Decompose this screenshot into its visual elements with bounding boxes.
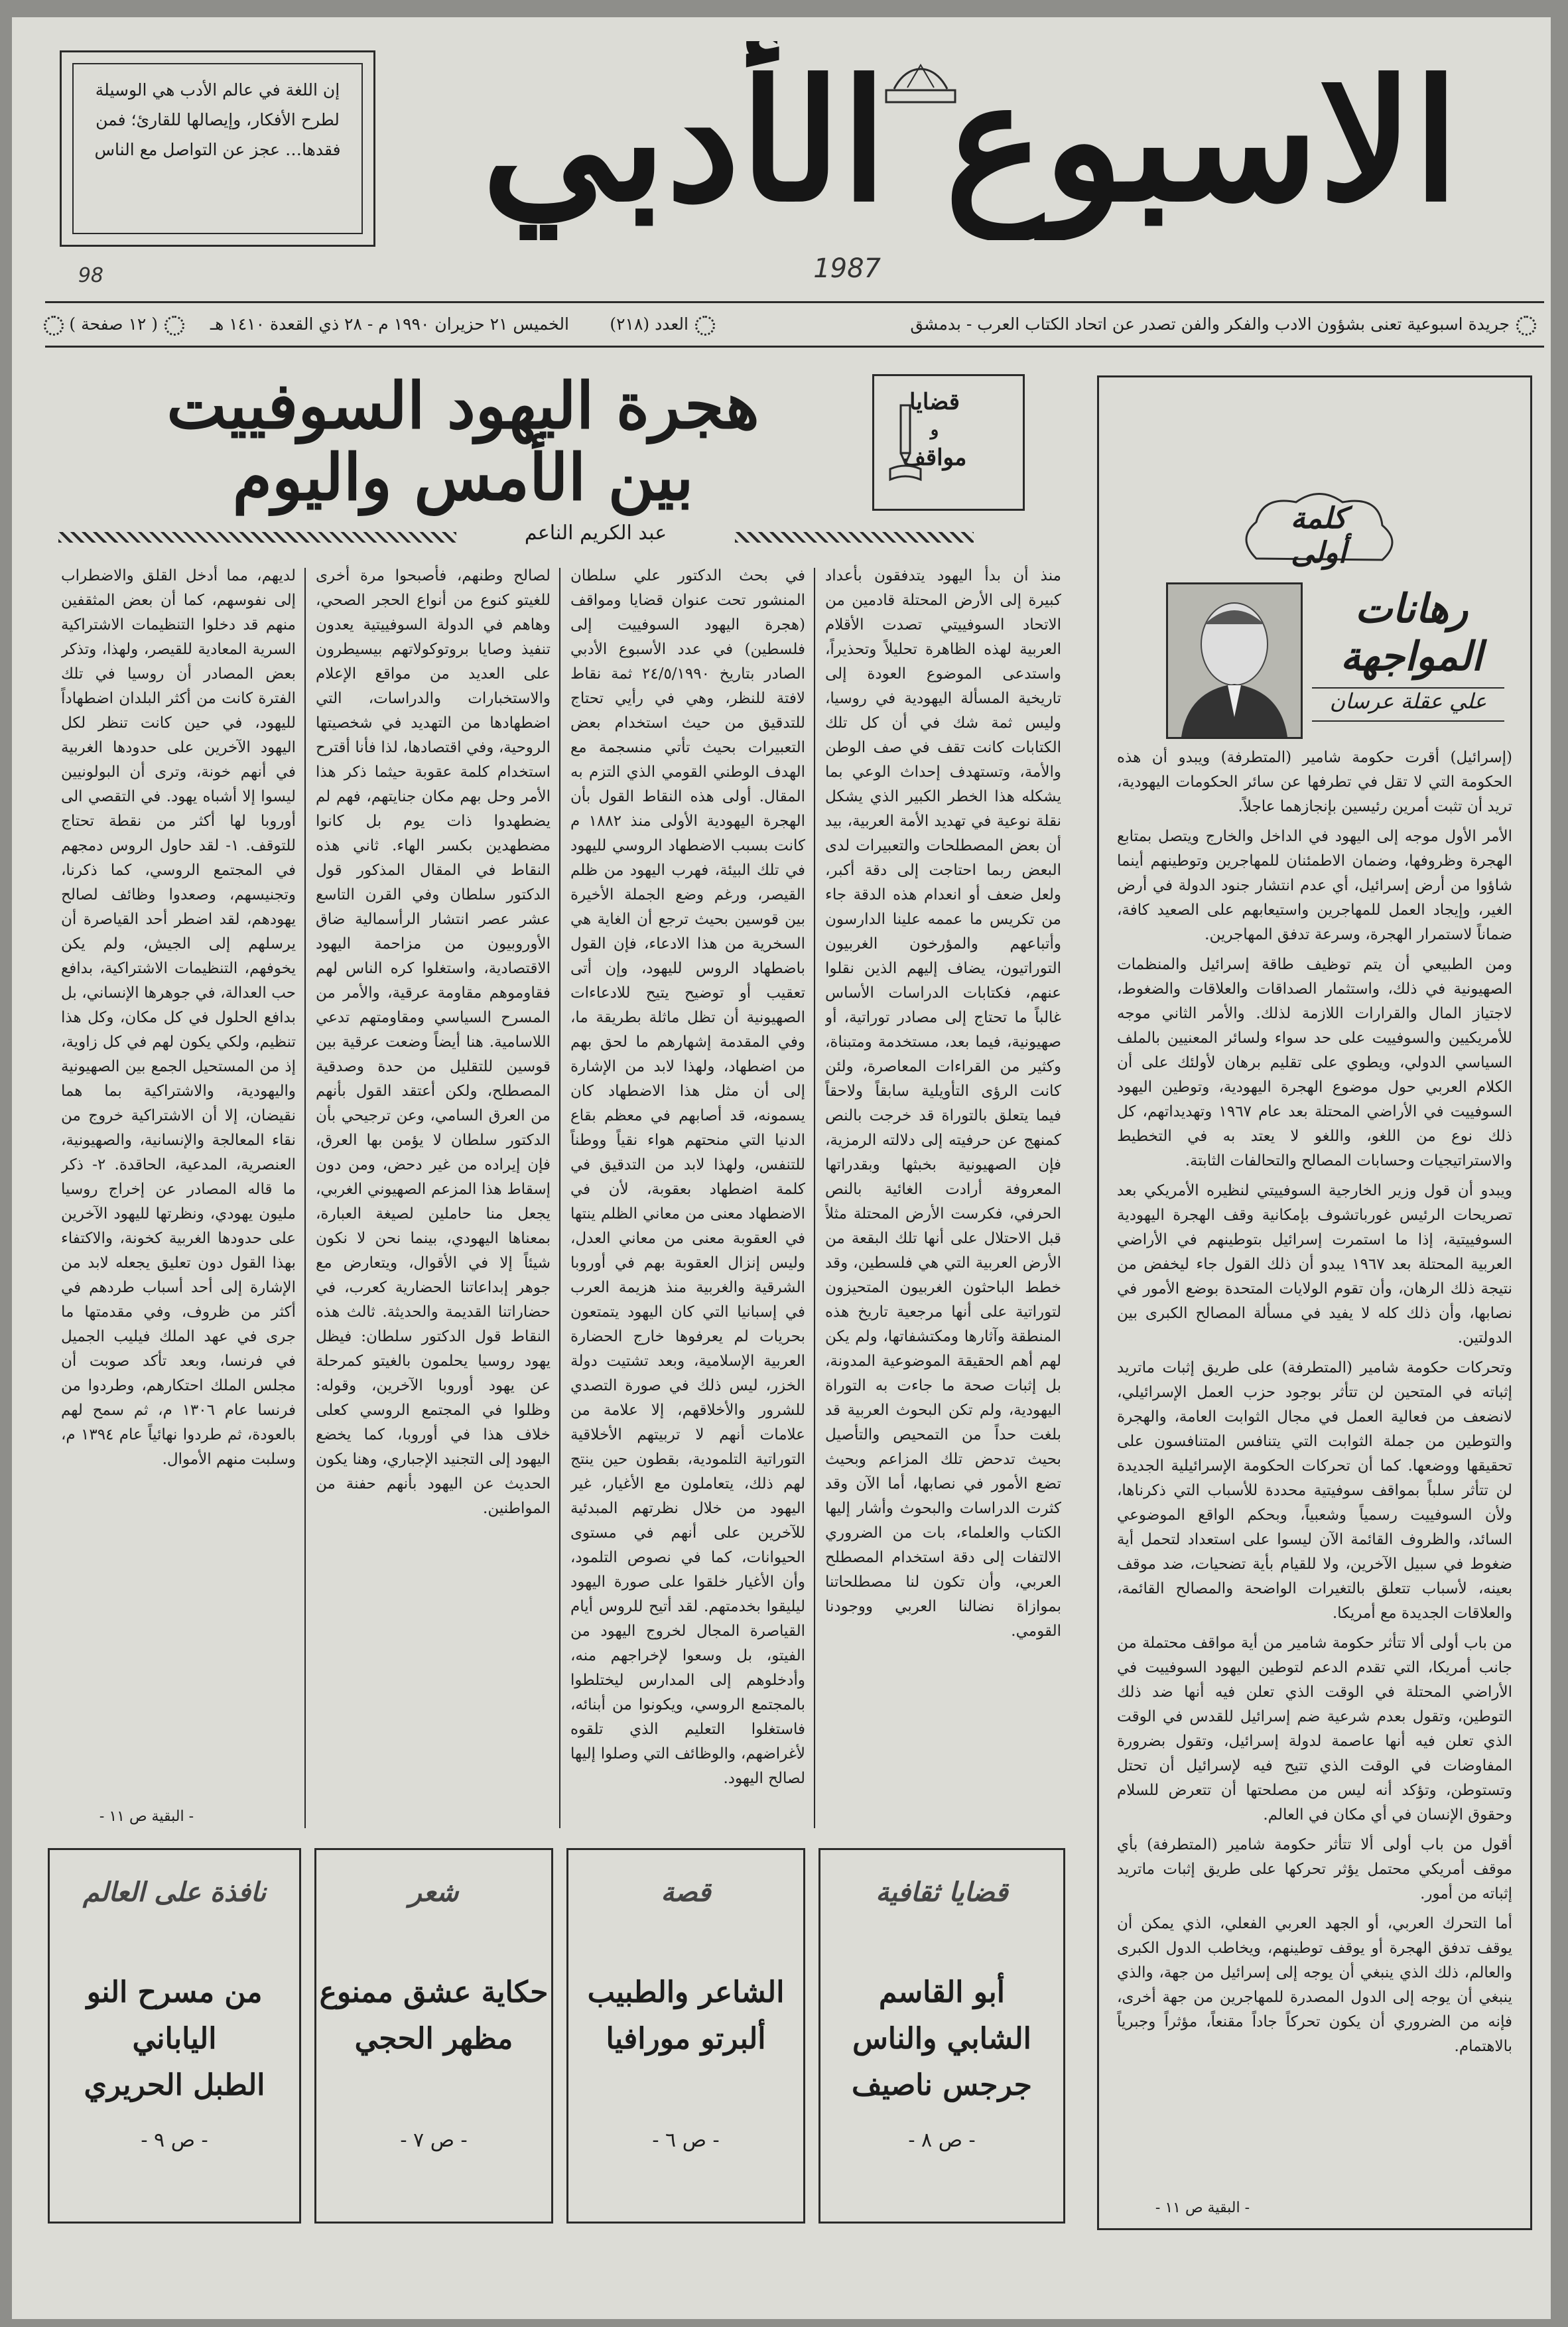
headline-line-1: هجرة اليهود السوفييت [166, 368, 759, 443]
gear-ornament-icon [44, 316, 64, 336]
teaser-window-on-world [48, 1848, 301, 2224]
editorial-paragraph: أقول من باب أولى ألا تتأثر حكومة شامير (المتطرفة) بأي موقف أمريكي محتمل يؤثر تحركها على طريق إثبات ماتريد إثباته من أمور. [1117, 1836, 1512, 1902]
editorial-paragraph: ويبدو أن قول وزير الخارجية السوفييتي لنظيره الأمريكي بعد تصريحات الرئيس غورباتشوف بإمكانية وقف الهجرة اليهودية السوفييتية، إذا ما استمرت إسرائيل بتوطينهم في الأراضي العربية المحتلة بعد ١٩٦٧ يبدو أن ذلك القول جاء ليخفض من نتيجة ذلك الرهان، وأن تقوم الولايات المتحدة بوضع الأمور في نصابها، وأن ذلك كله لا يفيد في مسألة المصالح الكبرى بين الدولتين. [1117, 1182, 1512, 1347]
masthead-quote-box [60, 50, 375, 247]
teaser-page: - ص ٩ - [141, 2129, 208, 2152]
article-column-3: لصالح وطنهم، فأصبحوا مرة أخرى للغيتو كنوع من أنواع الحجر الصحي، وهاهم في الدولة السوفييتية يعدون تنفيذ وصايا بروتوكولاتهم بيسيطرون على العديد من مواقع الإعلام والاستخبارات والدراسات، التي اضطهادها من التهديد في شخصيتها الروحية، وفي اقتصادها، لذا فأنا أقترح استخدام كلمة عقوبة حيثما ذكر هذا الأمر وحل بهم مكان جنايتهم، فهم لم يضطهدوا ذات يوم بل كانوا مضطهدين بكسر الهاء. ثاني هذه النقاط في المقال المذكور قول الدكتور سلطان وفي القرن التاسع عشر عصر انتشار الرأسمالية ضاق الأوروبيون من مزاحمة اليهود الاقتصادية، واستغلوا كره الناس لهم فقاوموهم مقاومة عرقية، والأمر من المسرح السياسي ومقاومتهم تدعي اللاسامية. هنا أيضاً وضعت عرقية بين قوسين للتقليل من حدة وصدقية المصطلح، ولكن أعتقد القول بأنهم من العرق السامي، وعن ترجيحي بأن الدكتور سلطان لا يؤمن بها العرق، فإن إيراده من غير دحض، ومن دون إسقاط هذا المزعم الصهيوني الغربي، يجعل منا حاملين لصيغة العبارة، بمعناها اليهودي، بينما نحن لا نكون شيئاً إلا في الأقوال، ويتعارض مع جوهر إبداعاتنا الحضارية كعرب، في حضاراتنا القديمة والحديثة. ثالث هذه النقاط قول الدكتور سلطان: فيظل يهود روسيا يحلمون بالغيتو كمرحلة عن يهود أوروبا الآخرين، وقوله: وظلوا في المجتمع الروسي كعلى خلاف هذا في أوروبا، كما يخضع اليهود إلى التجنيد الإجباري، وهنا يكون الحديث عن اليهود بأنهم حفنة من المواطنين. [316, 567, 551, 1517]
main-headline [65, 370, 861, 516]
editorial-paragraph: وتحركات حكومة شامير (المتطرفة) على طريق إثبات ماتريد إثباته في المتحين لن تتأثر بوجود حزب العمل الإسرائيلي، لانضعف من فعالية العمل في مجال الثوابت العامة، والهجرة والتوطين من جملة الثوابت التي يتنافس المتنافسون على تحقيقها ووضعها. كما أن تحركات الحكومة الإسرائيلية الجديدة لن تتأثر سلباً بمواقف سوفيتية محددة للأسباب التي ذكرناها، ولأن السوفييت رسمياً وشعبياً، وبحكم الواقع الموضوعي السائد، والظروف القائمة الآن ليسوا على استعداد لتحمل أية ضغوط في سبيل الآخرين، ولا للقيام بأية تضحيات، ضد موقف بعينه، لأسباب تتعلق بالتغيرات الواضحة والمصالح القائمة، والعلاقات الجديدة مع أمريكا. [1117, 1359, 1512, 1622]
gear-ornament-icon [164, 316, 184, 336]
issue-date: الخميس ٢١ حزيران ١٩٩٠ م - ٢٨ ذي القعدة ١٤١٠ هـ [210, 314, 569, 334]
handwritten-year: 1987 [813, 253, 881, 284]
teaser-head: شعر [409, 1877, 459, 1908]
article-column-2: في بحث الدكتور علي سلطان المنشور تحت عنوان قضايا ومواقف (هجرة اليهود السوفييت إلى فلسطين) في عدد الأسبوع الأدبي الصادر بتاريخ ٢٤/٥/١٩٩٠ ثمة نقاط لافتة للنظر، وهي في رأيي تحتاج للتدقيق من حيث استخدام بعض التعبيرات بحيث تأتي منسجمة مع الهدف الوطني القومي الذي التزم به المقال. أولى هذه النقاط القول بأن الهجرة اليهودية الأولى منذ ١٨٨٢ م كانت بسبب الاضطهاد الروسي لليهود في تلك البيئة، فهرب اليهود من ظلم القيصر، ورغم وضع الجملة الأخيرة بين قوسين بحيث ترجع أن الغاية هي السخرية من هذا الادعاء، فإن القول باضطهاد الروس لليهود، وإن أتى تعقيب أو توضيح يتيح للادعاءات الصهيونية أن تظل ماثلة بطريقة ما، وفي المقدمة إشهارهم ما لحق بهم من اضطهاد، ولهذا لابد من الإشارة إلى أن مثل هذا الاضطهاد كان يسمونه، قد أصابهم في معظم بقاع الدنيا التي منحتهم هواء نقياً ووطناً للتنفس، ولهذا لابد من التدقيق في كلمة اضطهاد بعقوبة، لأن في الاضطهاد معنى من معاني الظلم ينتها في العقوبة معنى من معاني العدل، وليس إنزال العقوبة بهم في أوروبا الشرقية والغربية منذ هزيمة العرب في إسبانيا التي كان اليهود يتمتعون بحريات لم يعرفوها خارج الحضارة العربية الإسلامية، وبعد تشتيت دولة الخزر، ليس ذلك في صورة التصدي للشرور والأخلاقهم، إلا علامة من علامات أنهم لا تربيتهم الأخلاقية التوراتية التلمودية، بقطون حين ينتج لهم ذلك، يتعاملون مع الأغيار، غير اليهود من خلال نظرتهم المبدئية للآخرين على أنهم في مستوى الحيوانات، كما في نصوص التلمود، وأن الأغيار خلقوا على صورة اليهود ليليقوا بخدمتهم. لقد أتيح للروس أيام القياصرة المجال لخروج اليهود من الفيتو، بل وسعوا لإخراجهم منه، وأدخلوهم إلى المدارس ليختلطوا بالمجتمع الروسي، ويكونوا من أبنائه، فاستغلوا التعليم الذي تلقوه لأغراضهم، والوظائف التي وصلوا إليها لصالح اليهود. [570, 567, 805, 1787]
teaser-head: قصة [661, 1877, 711, 1908]
teaser-title: حكاية عشق ممنوع مظهر الحجي [319, 1975, 549, 2056]
editorial-label: كلمة أولى [1290, 501, 1347, 570]
page-count: ( ١٢ صفحة ) [69, 314, 158, 334]
paper-description: جريدة اسبوعية تعنى بشؤون الادب والفكر والفن تصدر عن اتحاد الكتاب العرب - بدمشق [910, 314, 1510, 334]
teaser-page: - ص ٨ - [908, 2129, 976, 2152]
editorial-title: رهانات المواجهة [1340, 586, 1483, 680]
masthead-quote: إن اللغة في عالم الأدب هي الوسيلة لطرح الأفكار، وإيصالها للقارئ؛ فمن فقدها… عجز عن التواصل مع الناس [72, 63, 363, 234]
masthead-title: الاسبوع الأدبي [482, 43, 1459, 238]
column-rule [559, 568, 560, 1828]
corner-page-number: 98 [78, 264, 103, 287]
author-portrait [1166, 582, 1303, 739]
editorial-continued-note: - البقية ص ١١ - [1155, 2200, 1250, 2216]
article-column-1: منذ أن بدأ اليهود يتدفقون بأعداد كبيرة إلى الأرض المحتلة قادمين من الاتحاد السوفييتي تصدت الأقلام العربية لهذه الظاهرة تحليلاً وتحذيراً، واستدعى الموضوع العودة إلى تاريخية المسألة اليهودية في روسيا، وليس ثمة شك في أن كل تلك الكتابات كانت تقف في صف الوطن والأمة، وتستهدف إحداث الوعي بما يشكله هذا الخطر الكبير الذي يشكل نقلة نوعية في تهديد الأمة العربية، بيد أن بعض المصطلحات والتعبيرات لدى البعض ربما احتاجت إلى دقة أكبر، ولعل ضعف أو انعدام هذه الدقة جاء من تكريس ما عممه علينا الدارسون وأتباعهم والمؤرخون الغربيون التوراتيون، يضاف إليهم الذين نقلوا عنهم، فكتابات الدراسات الأساس غالباً ما تحتاج إلى مصادر توراتية، أو صهيونية، فيما بعد، مستخدمة ومتبناة، وكثير من القراءات المعاصرة، ولئن كانت الرؤى التأويلية سابقاً ولاحقاً فيما يتعلق بالتوراة قد خرجت بالنص كمنهج عن حرفيته إلى دلالته الرمزية، فإن الصهيونية بخبثها وبقدراتها المعروفة أرادت الغائية بالنص الحرفي، فكرست الأرض المحتلة مثلاً قبل الاحتلال على أنها تلك البقعة من الأرض العربية التي هي فلسطين، وقد خطط الباحثون الغربيون المتحيزون لتوراتية على أنها مرجعية تاريخ هذه المنطقة وآثارها ومكتشفاتها، ولم يكن لهم أهم الحقيقة الموضوعية المدونة، بل إثبات صحة ما جاءت به التوراة اليهودية، ولم تكن البحوث العربية قد بلغت حداً من التمحيص والتأصيل بحيث تدحض تلك المزاعم وبحيث تضع الأمور في نصابها، أما الآن وقد كثرت الدراسات والبحوث وأشار إليها الكتاب والعلماء، بات من الضروري الالتفات إلى دقة استخدام المصطلح العربي، وأن تكون لنا مصطلحاتنا بموازاة نضالنا العربي ووجودنا القومي. [825, 567, 1061, 1640]
article-continued-note: - البقية ص ١١ - [99, 1808, 194, 1825]
editorial-paragraph: من باب أولى ألا تتأثر حكومة شامير من أية مواقف محتملة من جانب أمريكا، التي تقدم الدعم لتوطين اليهود السوفييت في الأراضي المحتلة في الوقت الذي تعلن فيه أنها ضد ذلك التوطين، وتقول بعدم شرعية ضم إسرائيل للقدس في الوقت الذي تعلن فيه أنها عاصمة لدولة إسرائيل، وتقول بضرورة المفاوضات في الوقت الذي تتيح فيه لإسرائيل أن تحتل وتستوطن، وتؤكد أنه ليس من مصلحتها أن تتعرض للسلام وحقوق الإنسان في أي مكان في العالم. [1117, 1634, 1512, 1824]
issue-number: العدد (٢١٨) [610, 314, 688, 334]
gear-ornament-icon [695, 316, 715, 336]
teaser-poetry [314, 1848, 553, 2224]
newspaper-page [12, 17, 1551, 2319]
teaser-title: أبو القاسم الشابي والناس جرجس ناصيف [852, 1975, 1032, 2102]
article-column-4: لديهم، مما أدخل القلق والاضطراب إلى نفوسهم، كما أن بعض المثقفين منهم قد دخلوا التنظيمات الاشتراكية السرية المعادية للقيصر، ولهذا، وتذكر بعض المصادر أن روسيا في تلك الفترة كانت من أكثر البلدان اضطهاداً لليهود، في حين كانت تنظر لكل اليهود الآخرين على حدودها الغربية في أنهم خونة، وترى أن البولونيين ليسوا إلا أشباه يهود. في التقصي الى أوروبا لها أكثر من نقطة تحتاج للتوقف. ١- لقد حاول الروس دمجهم في المجتمع الروسي، كما ذكرنا، وتجنيسهم، وصعدوا وظائف لصالح يهودهم، لقد اضطر أحد القياصرة أن يرسلهم إلى الجيش، ولم يكن يخوفهم، التنظيمات الاشتراكية، بدافع حب العدالة، في جوهرها الإنساني، بل بدافع الحلول في كل مكان، وكل هذا تنظيم، ولكي يكون لهم في كل زاوية، إذ من المستحيل الجمع بين الصهيونية واليهودية، والاشتراكية بما هما نقيضان، إلا أن الاشتراكية خروج من نقاء المعالجة والإنسانية، والصهيونية، العنصرية، المدعية، الحاقدة. ٢- ذكر ما قاله المصادر عن إخراج روسيا مليون يهودي، ونظرتها لليهود الآخرين على حدودها الغربية كخونة، والاكتفاء بهذا القول دون تعليق يجعله لابد من الإشارة إلى أحد أسباب طردهم في أكثر من ظروف، وفي مقدمتها ما جرى في عهد الملك فيليب الجميل في فرنسا، وبعد تأكد صوبت أن مجلس الملك احتكارهم، وطردوا من فرنسا عام ١٣٠٦ م، ثم سمح لهم بالعودة، ثم طردوا نهائياً عام ١٣٩٤ م، وسلبت منهم الأموال. [61, 567, 296, 1468]
section-label: قضايا و مواقف [902, 389, 967, 471]
feather-logo-icon [881, 56, 960, 107]
teaser-title: الشاعر والطبيب ألبرتو مورافيا [587, 1975, 785, 2056]
editorial-paragraph: أما التحرك العربي، أو الجهد العربي الفعلي، الذي يمكن أن يوقف تدفق الهجرة أو يوقف توطينهم، ويخاطب الدول الكبرى والعالم، ذلك الذي ينبغي أن يوجه إلى إسرائيل من جهة، والذي ينبغي أن يوجه إلى الدول المصدرة للمهاجرين من جهة أخرى، فإنه من الضروري أن يكون تحركاً جاداً مقنعاً، مؤثراً وجبرياً بالاهتمام. [1117, 1915, 1512, 2055]
teaser-page: - ص ٧ - [400, 2129, 468, 2152]
teaser-cultural-issues [818, 1848, 1065, 2224]
info-bar [45, 301, 1544, 348]
column-rule [304, 568, 306, 1828]
editorial-author: علي عقلة عرسان [1312, 687, 1504, 722]
editorial-paragraph: (إسرائيل) أقرت حكومة شامير (المتطرفة) ويبدو أن هذه الحكومة التي لا تقل في تطرفها عن سائر الحكومات اليهودية، تريد أن تثبت أمرين رئيسين بإنجازهما عاجلاً. [1117, 749, 1512, 815]
teaser-head: قضايا ثقافية [876, 1877, 1008, 1908]
byline-ornament-right [735, 532, 974, 543]
teaser-title: من مسرح النو الياباني الطبل الحريري [84, 1975, 265, 2102]
author-portrait-image [1168, 584, 1301, 737]
column-rule [814, 568, 815, 1828]
section-badge [872, 374, 1025, 511]
article-author: عبد الكريم الناعم [524, 521, 667, 545]
editorial-text [1117, 746, 1512, 2192]
editorial-paragraph: الأمر الأول موجه إلى اليهود في الداخل والخارج ويتصل بمتابع الهجرة وظروفها، وضمان الاطمئنان للمهاجرين وتوطينهم أينما شاؤوا من أرض إسرائيل، أي عدم انتشار جنود الدولة في أرض الغير، وإيجاد العمل للمهاجرين واستيعابهم على الصعيد كافة، ضماناً لاستمرار الهجرة، وسرعة تدفق المهاجرين. [1117, 828, 1512, 943]
teaser-head: نافذة على العالم [82, 1877, 267, 1908]
editorial-paragraph: ومن الطبيعي أن يتم توظيف طاقة إسرائيل والمنظمات الصهيونية في ذلك، واستثمار الصداقات والعلاقات والضغوط، لاجتياز المال والقرارات اللازمة لذلك. والأمر الثاني موجه للأمريكيين والسوفييت على حد سواء ولسائر المعنيين بالملف السياسي الدولي، ويطوي على تقليم برهان لأولئك على أن الكلام العربي حول موضوع الهجرة اليهودية، وتوطين اليهود السوفييت في الأراضي المحتلة بعد عام ١٩٦٧ وتهديداتهم، كل ذلك نوع من اللغو، واللغو لا يعتد به في التخطيط والاستراتيجيات وحسابات المصالح والتحالفات الثابتة. [1117, 956, 1512, 1169]
headline-line-2: بين الأمس واليوم [232, 440, 694, 515]
gear-ornament-icon [1516, 316, 1536, 336]
teaser-story [566, 1848, 805, 2224]
byline-ornament-left [58, 532, 456, 543]
pen-book-icon [889, 403, 922, 482]
teaser-page: - ص ٦ - [652, 2129, 720, 2152]
